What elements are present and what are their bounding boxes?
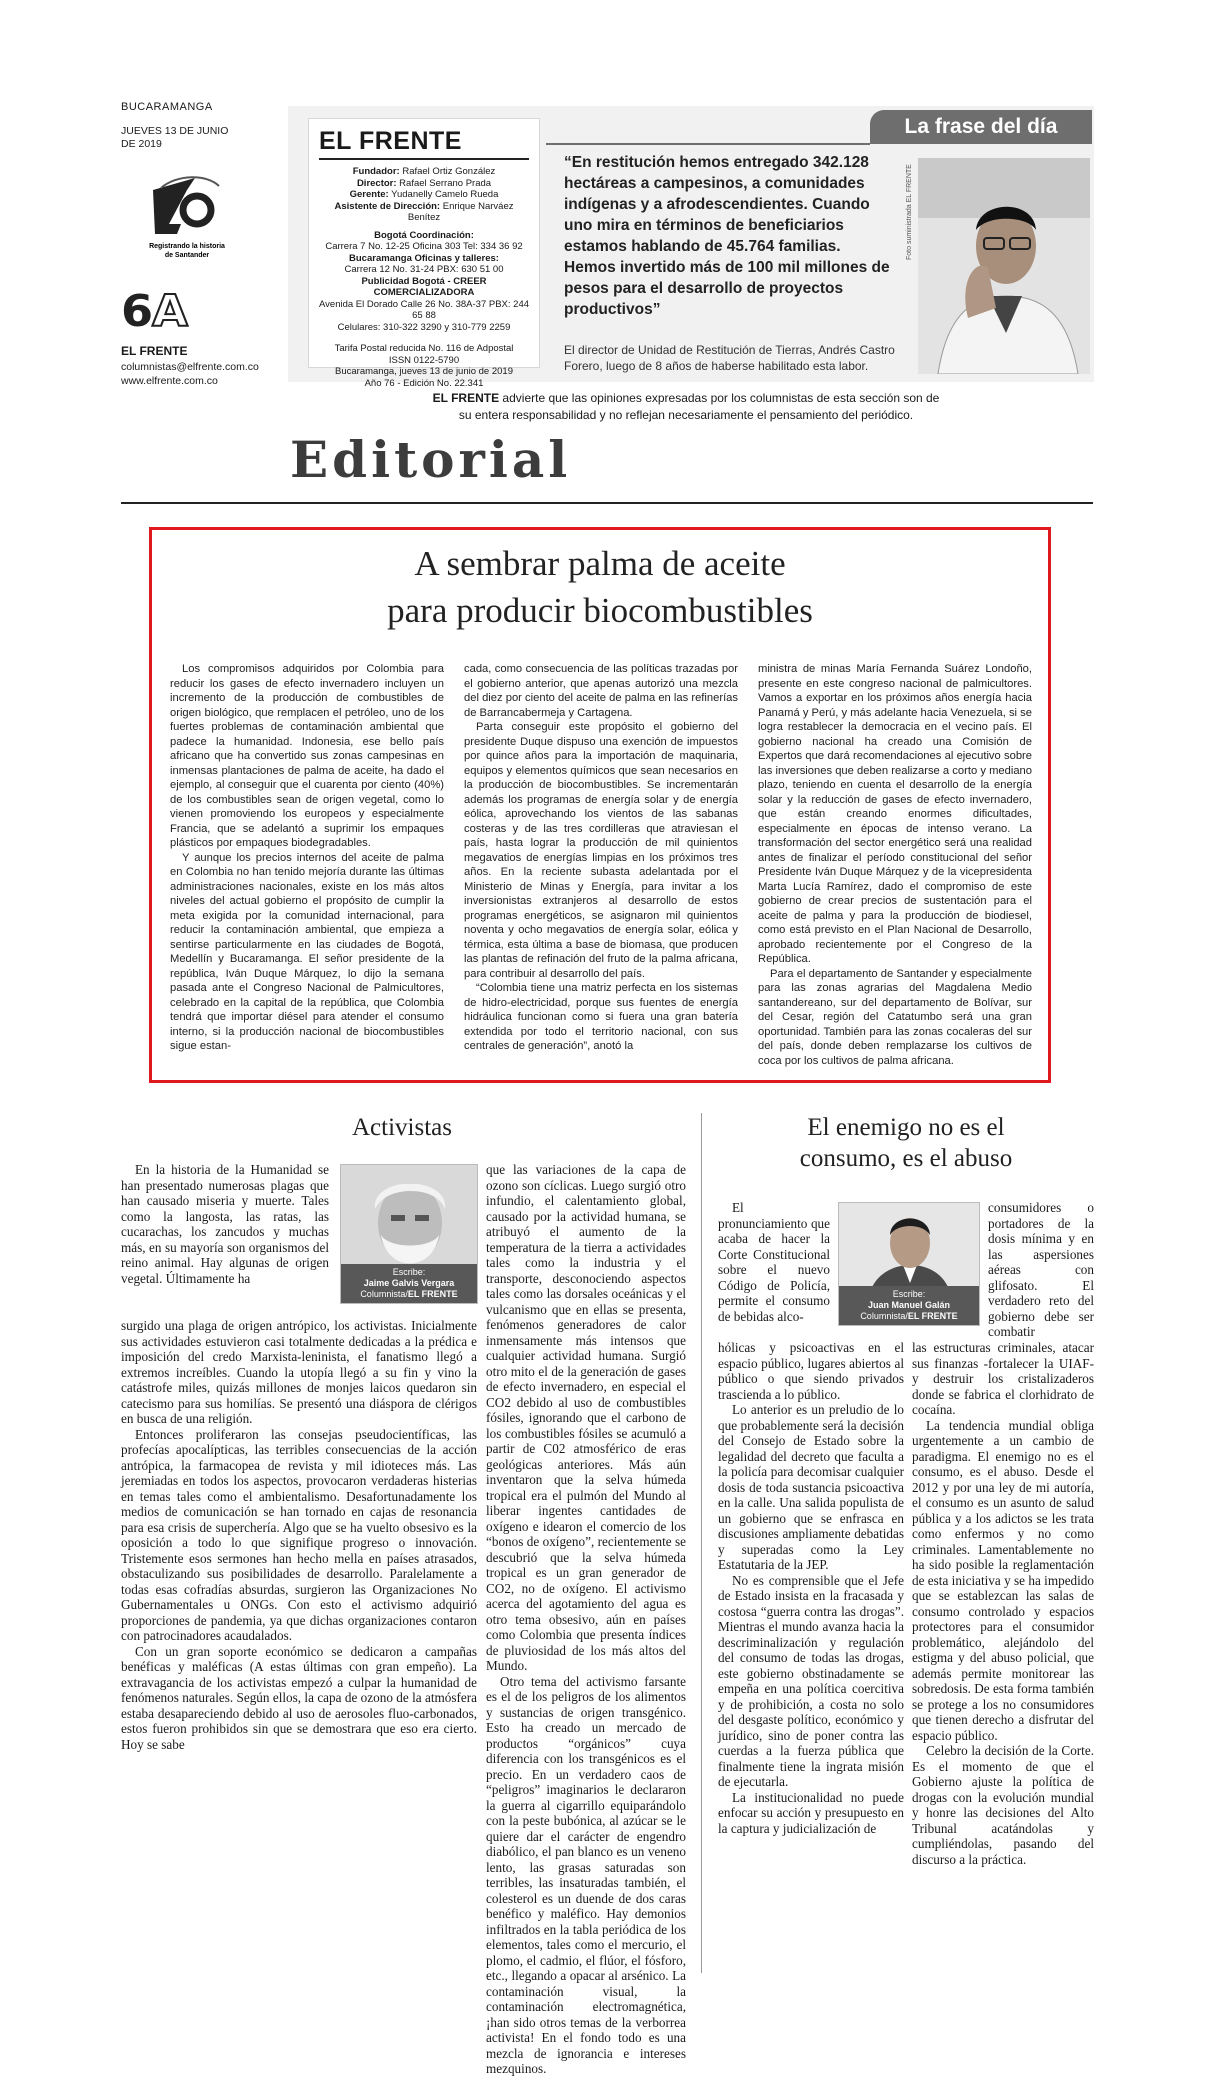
staff-line: Gerente: Yudanelly Camelo Rueda bbox=[349, 189, 499, 200]
disclaimer-text: advierte que las opiniones expresadas por los columnistas de esta sección son de su entera responsabilidad y no reflejan necesariamente el pensamiento del periódico. bbox=[458, 391, 940, 422]
legal-line: ISSN 0122-5790 bbox=[388, 354, 460, 366]
legal-info bbox=[319, 343, 529, 389]
masthead-rule bbox=[319, 158, 529, 160]
editorial-column-1 bbox=[170, 662, 444, 1068]
office-heading: Bogotá Coordinación: bbox=[374, 229, 474, 241]
headline-line-2: para producir biocombustibles bbox=[387, 591, 813, 630]
masthead-title: EL FRENTE bbox=[319, 127, 462, 155]
svg-text:de Santander: de Santander bbox=[164, 252, 210, 259]
paragraph: consumidores o portadores de la dosis mínima y en las aspersiones aéreas con glifosato. El verdadero reto del gobierno debe ser combatir bbox=[988, 1200, 1094, 1339]
quote-source: El director de Unidad de Restitución de Tierras, Andrés Castro Forero, luego de 8 años de haberse habilitado esta labor. bbox=[564, 343, 895, 373]
paragraph: ministra de minas María Fernanda Suárez Londoño, presente en este congreso nacional de palmicultores. Vamos a exportar en los próximos años energía hacia Panamá y Perú, y más adelante hacia Venezuela, si se logra restablecer la democracia en el vecino país. El gobierno nacional ha creado una Comisión de Expertos que dará recomendaciones al ejecutivo sobre las inversiones que deben realizarse a corto y mediano plazo, teniendo en cuenta el desarrollo de la energía solar y la reducción de gases de efecto invernadero, que están creando enormes dificultades, especialmente en épocas de intenso verano. La transformación del sector energético será una realidad antes de finalizar el período constitucional del señor Presidente Iván Duque Márquez y de la vicepresidenta Marta Lucía Ramírez, dado el compromiso de este gobierno de crear precios de sustentación para el aceite de palma y para la producción de biodiesel, como está previsto en el Plan Nacional de Desarrollo, aprobado recientemente por el Congreso de la República. bbox=[758, 663, 1032, 965]
office-list bbox=[319, 230, 529, 334]
disclaimer-brand: EL FRENTE bbox=[432, 391, 500, 405]
author-photo-galvis bbox=[340, 1164, 478, 1304]
paragraph: Para el departamento de Santander y especialmente para las zonas agrarias del Magdalena Medio santandereano, sur del departamento de Bolívar, sur del Cesar, región del Catatumbo será una gran oportunidad. También para las zonas cocaleras del sur del país, donde deben remplazarse los cultivos de coca por los cultivos de palma africana. bbox=[758, 967, 1032, 1067]
editorial-headline bbox=[152, 540, 1048, 634]
info-box bbox=[288, 106, 1094, 389]
activistas-title: Activistas bbox=[352, 1114, 452, 1141]
office-line: Avenida El Dorado Calle 26 No. 38A-37 PBX: 244 65 88 bbox=[319, 298, 530, 321]
svg-text:Registrando la historia: Registrando la historia bbox=[149, 243, 225, 250]
staff-list bbox=[319, 166, 529, 224]
enemigo-column-2 bbox=[912, 1340, 1094, 1867]
section-rule bbox=[121, 502, 1093, 504]
editorial-column-3 bbox=[758, 662, 1032, 1068]
enemigo-title bbox=[718, 1112, 1094, 1174]
quote-tab-rule bbox=[546, 143, 870, 145]
staff-line: Director: Rafael Serrano Prada bbox=[356, 177, 492, 189]
masthead-box bbox=[308, 118, 540, 389]
title-line-1: El enemigo no es el bbox=[807, 1114, 1005, 1141]
enemigo-column-1-top bbox=[718, 1200, 830, 1324]
city-label: BUCARAMANGA bbox=[121, 101, 213, 113]
column-divider bbox=[701, 1113, 702, 1973]
author-caption: Escribe: Jaime Galvis Vergara Columnista/EL FRENTE bbox=[341, 1264, 477, 1303]
paragraph: Celebro la decisión de la Corte. Es el momento de que el Gobierno ajuste la política de drogas con la evolución mundial y honre las decisiones del Alto Tribunal acatándolas y cumpliéndolas, pasando del discurso a la práctica. bbox=[912, 1743, 1094, 1867]
paragraph: No es comprensible que el Jefe de Estado insista en la fracasada y costosa “guerra contra las drogas”. Mientras el mundo avanza hacia la descriminalización y regulación del consumo de todas las drogas, este gobierno obstinadamente se empeña en una política coercitiva y de prohibición, a costa no solo del desgaste político, económico y jurídico, sino de poner contra las cuerdas a la fuerza pública que finalmente tiene la ingrata misión de ejecutarla. bbox=[718, 1572, 904, 1789]
paragraph: La institucionalidad no puede enfocar su acción y presupuesto en la captura y judicialización de bbox=[718, 1789, 904, 1836]
editorial-column-2 bbox=[464, 662, 738, 1068]
office-line: Celulares: 310-322 3290 y 310-779 2259 bbox=[337, 321, 511, 333]
speaker-photo bbox=[918, 158, 1090, 374]
paragraph: surgido una plaga de origen antrópico, los activistas. Inicialmente sus actividades estuvieron casi totalmente dedicadas a la prédica e imposición del credo Marxista-leninista, el fanatismo llegó a extremos increíbles. Cuando la utopía llegó a su fin y vino la catástrofe miles, quizás millones de monjes laicos quedaron sin catecismo para sus homilías. Se presentó una diáspora de clérigos en busca de una religión. bbox=[121, 1318, 477, 1426]
disclaimer bbox=[426, 390, 946, 424]
paragraph: Lo anterior es un preludio de lo que probablemente será la decisión del Consejo de Estado sobre la legalidad del decreto que faculta a la policía para decomisar cualquier dosis de toda sustancia psicoactiva en la calle. Una salida populista de un gobierno que se enfrasca en discusiones ampliamente debatidas y superadas como la Ley Estatutaria de la JEP. bbox=[718, 1402, 904, 1572]
paragraph: las estructuras criminales, atacar sus finanzas -fortalecer la UIAF- y destruir los cristalizaderos donde se fabrica el clorhidrato de cocaína. bbox=[912, 1340, 1094, 1417]
email-link[interactable]: columnistas@elfrente.com.co bbox=[121, 361, 259, 373]
office-heading: Publicidad Bogotá - CREER COMERCIALIZADORA bbox=[361, 275, 487, 298]
title-line-2: consumo, es el abuso bbox=[799, 1145, 1013, 1172]
anniversary-logo bbox=[147, 172, 227, 264]
paragraph: “Colombia tiene una matriz perfecta en los sistemas de hidro-electricidad, porque sus fuentes de energía hidráulica funcionan como si fuera una gran batería extendida por todo el territorio nacional, con sus centrales de generación”, anotó la bbox=[464, 982, 738, 1052]
page-section-letter: A bbox=[152, 286, 187, 337]
paragraph: Parta conseguir este propósito el gobierno del presidente Duque dispuso una exención de impuestos por quince años para la importación de maquinaria, equipos y elementos químicos que sean necesarios en la producción de biocombustibles. Se incrementarán además los programas de energía solar y de energía eólica, aprovechando los vientos de las sabanas costeras y de las tres cordilleras que atraviesan el país, hasta lograr la producción de mil quinientos megavatios de energías limpias en los próximos tres años. En la reciente subasta adelantada por el Ministerio de Minas y Energía, para invitar a los inversionistas extranjeros al desarrollo de estos programas energéticos, se asignaron mil quinientos noventa y ocho megavatios de energía solar, eólica y térmica, esta última a base de biomasa, que producen las plantas de refinación del fruto de la palma africana, para contribuir al desarrollo del país. bbox=[464, 721, 738, 980]
paragraph: hólicas y psicoactivas en el espacio público, lugares abiertos al público o que siendo privados trascienda a lo público. bbox=[718, 1340, 904, 1402]
editorial-columns bbox=[170, 662, 1032, 1068]
activistas-column-1-top bbox=[121, 1162, 329, 1286]
paragraph: cada, como consecuencia de las políticas trazadas por el gobierno anterior, que apenas autorizó una mezcla del diez por ciento del aceite de palma en las refinerías de Barrancabermeja y Cartagena. bbox=[464, 663, 738, 719]
staff-line: Asistente de Dirección: Enrique Narváez Benítez bbox=[334, 200, 514, 223]
headline-line-1: A sembrar palma de aceite bbox=[414, 544, 786, 583]
enemigo-column-1 bbox=[718, 1340, 904, 1836]
page-number bbox=[121, 286, 187, 337]
paragraph: La tendencia mundial obliga urgentemente a un cambio de paradigma. El enemigo no es el consumo, es el abuso. Desde el 2012 y por una ley de mi autoría, el consumo es un asunto de salud pública y a los adictos se les trata como enfermos y no como criminales. Lamentablemente no ha sido posible la reglamentación de esta iniciativa y se ha impedido que se establezcan las salas de consumo controlado y espacios protectores para el consumidor problemático, alejándolo del estigma y del abuso policial, que además permite monitorear las sobredosis. De esta forma también se protege a los no consumidores que tienen derecho a disfrutar del espacio público. bbox=[912, 1417, 1095, 1743]
paragraph: Y aunque los precios internos del aceite de palma en Colombia no han tenido mejoría durante las últimas administraciones nacionales, existe en los más altos niveles del actual gobierno el propósito de cumplir la meta exigida por la comunidad internacional, para reducir la contaminación ambiental, que empieza a sentirse particularmente en las ciudades de Bogotá, Medellín y Bucaramanga. El señor presidente de la república, Iván Duque Márquez, lo dijo la semana pasada ante el Congreso Nacional de Palmicultores, celebrado en la capital de la república, que Colombia tendrá que importar diésel para atender el consumo interno, si la producción nacional de biocombustibles sigue estan- bbox=[170, 851, 444, 1052]
legal-line: Bucaramanga, jueves 13 de junio de 2019 bbox=[335, 366, 513, 377]
legal-line: Año 76 - Edición No. 22.341 bbox=[364, 377, 484, 389]
quote-text: “En restitución hemos entregado 342.128 hectáreas a campesinos, a comunidades indígenas y a afrodescendientes. Cuando uno mira en términos de beneficiarios estamos hablando de 45.764 familias. Hemos invertido más de 100 mil millones de pesos para el desarrollo de proyectos productivos” bbox=[564, 154, 890, 318]
paragraph: que las variaciones de la capa de ozono son cíclicas. Luego surgió otro infundio, el calentamiento global, causado por la actividad humana, se atribuyó el aumento de la temperatura de la tierra a actividades tales como la industria y el transporte, desconociendo aspectos tales como las dorsales oceánicas y el vulcanismo que en ellas se presenta, fenómenos generadores de calor inmensamente más intensos que cualquier actividad humana. Surgió otro mito el de la generación de gases de efecto invernadero, en especial el CO2 debido al uso de combustibles fósiles, ignorando que el carbono de los combustibles fósiles se acumuló a partir de C02 atmosférico de eras geológicas anteriores. Más aún inventaron que la selva húmeda tropical era el pulmón del Mundo al liberar ingentes cantidades de oxígeno e idearon el comercio de los “bonos de oxígeno”, recientemente se descubrió que la selva húmeda tropical es un gran generador de CO2, no de oxígeno. El activismo acerca del agotamiento del agua es otro tema obsesivo, aún en países como Colombia que presenta índices de pluviosidad de los más altos del Mundo. bbox=[486, 1162, 686, 1673]
website-link[interactable]: www.elfrente.com.co bbox=[121, 375, 218, 387]
author-photo-galan bbox=[838, 1202, 980, 1326]
page-number-digit: 6 bbox=[121, 286, 153, 337]
issue-date: JUEVES 13 DE JUNIO DE 2019 bbox=[121, 125, 229, 150]
staff-line: Fundador: Rafael Ortiz González bbox=[352, 166, 496, 177]
contact-info bbox=[121, 360, 259, 388]
paragraph: Los compromisos adquiridos por Colombia para reducir los gases de efecto invernadero incluyen un incremento de la producción de combustibles de origen biológico, que remplacen el petróleo, uno de los fuertes problemas de contaminación ambiental que padece la humanidad. Indonesia, ese bello país africano que ha convertido sus zonas campesinas en inmensas plantaciones de palma de aceite, ha dado el ejemplo, al conseguir que el cuarenta por ciento (40%) de los combustibles sean de origen vegetal, como lo vienen promoviendo los europeos y especialmente Francia, que se adelantó a suprimir los empaques plásticos por empaques biodegradables. bbox=[170, 663, 444, 849]
quote-of-day bbox=[546, 110, 1092, 378]
photo-credit: Foto suministrada EL FRENTE bbox=[906, 164, 913, 260]
activistas-column-1 bbox=[121, 1318, 477, 1752]
quote-of-day-label: La frase del día bbox=[870, 110, 1092, 144]
activistas-column-2 bbox=[486, 1162, 686, 2077]
author-caption: Escribe: Juan Manuel Galán Columnista/EL FRENTE bbox=[839, 1286, 979, 1325]
brand-name: EL FRENTE bbox=[121, 344, 188, 358]
legal-line: Tarifa Postal reducida No. 116 de Adpostal bbox=[334, 343, 514, 354]
office-heading: Bucaramanga Oficinas y talleres: bbox=[349, 252, 499, 264]
paragraph: Otro tema del activismo farsante es el de los peligros de los alimentos y sustancias de origen transgénico. Esto ha creado un mercado de productos “orgánicos” cuya diferencia con los transgénicos es el precio. En un verdadero caos de “peligros” imaginarios le declararon la guerra al cigarrillo equiparándolo con la peste bubónica, al azúcar se le quiere dar el carácter de engendro diabólico, el pan blanco es un veneno lento, las grasas saturadas son terribles, las insaturadas también, el colesterol es un duende de dos caras benéfico y maléfico. Hay demonios infiltrados en la tabla periódica de los elementos, tales como el mercurio, el plomo, el cadmio, el flúor, el fósforo, etc., llegando a opacar al arsénico. La contaminación visual, la contaminación electromagnética, ¡han sido otros temas de la verborrea activista! En el fondo todo es una mezcla de ignorancia e intereses mezquinos. bbox=[486, 1673, 686, 2076]
paragraph: Entonces proliferaron las consejas pseudocientíficas, las profecías apocalípticas, las terribles consecuencias de la acción antrópica, la farmacopea de revista y mil idioteces más. Las jeremiadas en todos los aspectos, provocaron verdaderas histerias en temas tales como el ambientalismo. Desafortunadamente los medios de comunicación se han tornado en cajas de resonancia para esa crisis de superchería. Algo que se ha vuelto obsesivo es la oposición a todo lo que signifique progreso o innovación. Tristemente esos sermones han hecho mella en países atrasados, obstaculizando sus posibilidades de desarrollo. Paralelamente a todas esas cofradías absurdas, surgieron las Organizaciones No Gubernamentales u ONGs. Con esto el activismo adquirió proporciones de pandemia, ya que dichas organizaciones contaron con patrocinadores acaudalados. bbox=[121, 1426, 477, 1643]
paragraph: En la historia de la Humanidad se han presentado numerosas plagas que han causado miseria y muerte. Tales como la langosta, las ratas, las cucarachas, los zancudos y muchas más, en su mayoría son organismos del reino animal. Hay algunas de origen vegetal. Últimamente ha bbox=[121, 1162, 329, 1286]
editorial-article bbox=[149, 527, 1051, 1083]
office-line: Carrera 7 No. 12-25 Oficina 303 Tel: 334 36 92 bbox=[325, 241, 523, 252]
enemigo-column-2-top bbox=[988, 1200, 1094, 1340]
paragraph: Con un gran soporte económico se dedicaron a campañas benéficas y maléficas (A estas últimas con gran empeño). La extravagancia de los activistas empezó a culpar la humanidad de fenómenos naturales. Según ellos, la capa de ozono de la atmósfera estaba desapareciendo debido al uso de aerosoles fluo-carbonados, estos fueron prohibidos sin que se demostrara que eso era cierto. Hoy se sabe bbox=[121, 1643, 477, 1752]
section-title: Editorial bbox=[290, 430, 572, 489]
paragraph: El pronunciamiento que acaba de hacer la Corte Constitucional sobre el nuevo Código de Policía, permite el consumo de bebidas alco- bbox=[718, 1200, 830, 1324]
office-line: Carrera 12 No. 31-24 PBX: 630 51 00 bbox=[344, 264, 504, 275]
